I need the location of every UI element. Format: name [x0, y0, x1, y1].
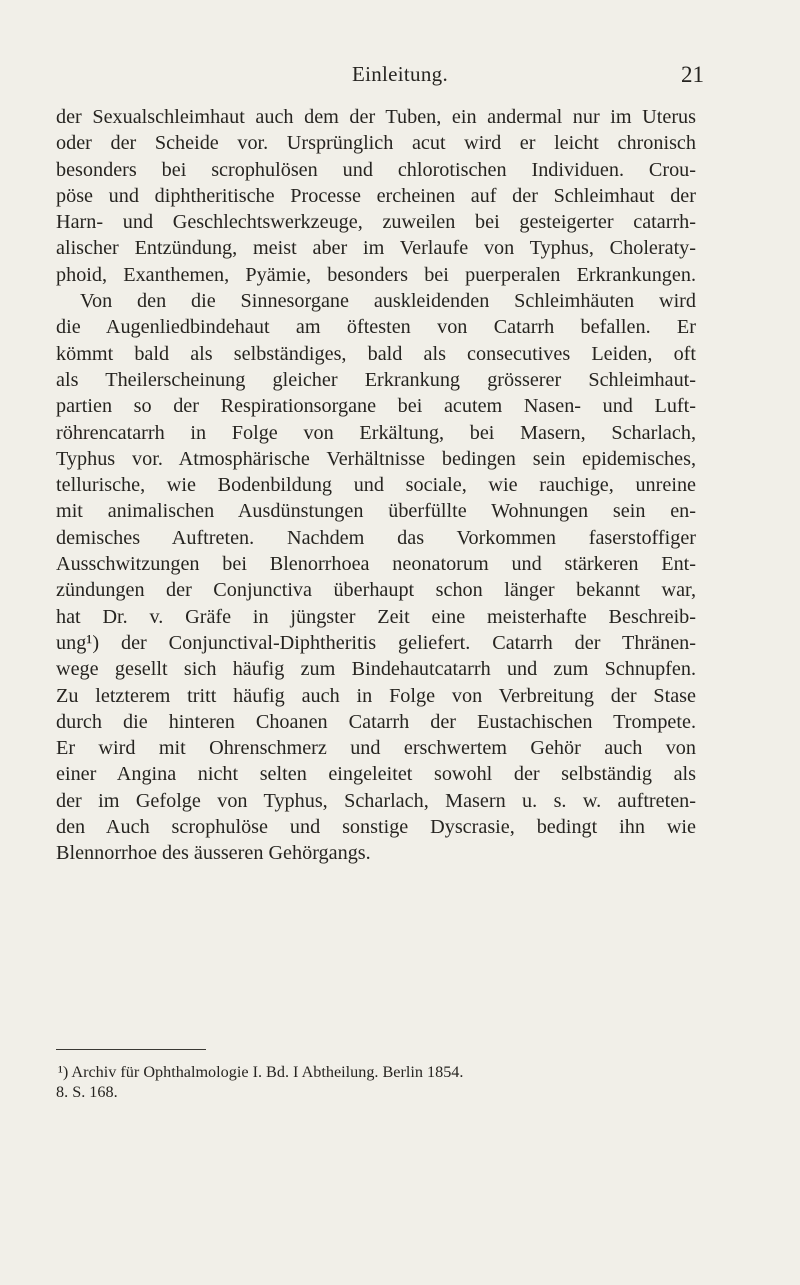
text-line: hat Dr. v. Gräfe in jüngster Zeit eine meisterhafte Beschreib-	[56, 605, 696, 628]
text-line: Ausschwitzungen bei Blenorrhoea neonatorum und stärkeren Ent-	[56, 553, 696, 576]
text-line: einer Angina nicht selten eingeleitet sowohl der selbständig als	[56, 763, 696, 786]
text-line: Typhus vor. Atmosphärische Verhältnisse bedingen sein epidemisches,	[56, 447, 696, 470]
text-line: röhrencatarrh in Folge von Erkältung, bei Masern, Scharlach,	[56, 421, 696, 444]
text-line: demisches Auftreten. Nachdem das Vorkommen faserstoffiger	[56, 526, 696, 549]
footnote-divider	[56, 1049, 206, 1050]
footnote-line: 8. S. 168.	[56, 1083, 118, 1101]
text-line: ung¹) der Conjunctival-Diphtheritis geliefert. Catarrh der Thränen-	[56, 631, 696, 654]
page-header	[0, 62, 800, 92]
text-line: Harn- und Geschlechtswerkzeuge, zuweilen bei gesteigerter catarrh-	[56, 211, 696, 234]
text-line: alischer Entzündung, meist aber im Verlaufe von Typhus, Choleraty-	[56, 237, 696, 260]
text-line: der im Gefolge von Typhus, Scharlach, Masern u. s. w. auftreten-	[56, 789, 696, 812]
text-line: partien so der Respirationsorgane bei acutem Nasen- und Luft-	[56, 395, 696, 418]
text-line: zündungen der Conjunctiva überhaupt schon länger bekannt war,	[56, 579, 696, 602]
text-line: die Augenliedbindehaut am öftesten von Catarrh befallen. Er	[56, 316, 696, 339]
text-line: Zu letzterem tritt häufig auch in Folge von Verbreitung der Stase	[56, 684, 696, 707]
text-line: tellurische, wie Bodenbildung und sociale, wie rauchige, unreine	[56, 474, 696, 497]
text-line: als Theilerscheinung gleicher Erkrankung grösserer Schleimhaut-	[56, 368, 696, 391]
text-line: Er wird mit Ohrenschmerz und erschwertem Gehör auch von	[56, 737, 696, 760]
text-line: mit animalischen Ausdünstungen überfüllte Wohnungen sein en-	[56, 500, 696, 523]
footnote	[56, 1062, 701, 1102]
text-line: kömmt bald als selbständiges, bald als consecutives Leiden, oft	[56, 342, 696, 365]
text-line: oder der Scheide vor. Ursprünglich acut wird er leicht chronisch	[56, 132, 696, 155]
text-line: besonders bei scrophulösen und chlorotischen Individuen. Crou-	[56, 158, 696, 181]
footnote-line: ¹) Archiv für Ophthalmologie I. Bd. I Abtheilung. Berlin 1854.	[58, 1063, 464, 1081]
text-line: Blennorrhoe des äusseren Gehörgangs.	[56, 842, 371, 865]
page-number: 21	[681, 62, 704, 87]
body-text	[56, 104, 696, 867]
text-line: durch die hinteren Choanen Catarrh der Eustachischen Trompete.	[56, 710, 696, 733]
running-head: Einleitung.	[351, 62, 449, 86]
text-line: pöse und diphtheritische Processe ercheinen auf der Schleimhaut der	[56, 184, 696, 207]
paragraph-start-line: Von den die Sinnesorgane auskleidenden Schleimhäuten wird	[80, 290, 696, 313]
text-line: phoid, Exanthemen, Pyämie, besonders bei puerperalen Erkrankungen.	[56, 263, 696, 286]
text-line: wege gesellt sich häufig zum Bindehautcatarrh und zum Schnupfen.	[56, 658, 696, 681]
text-line: der Sexualschleimhaut auch dem der Tuben, ein andermal nur im Uterus	[56, 106, 696, 128]
text-line: den Auch scrophulöse und sonstige Dyscrasie, bedingt ihn wie	[56, 816, 696, 839]
